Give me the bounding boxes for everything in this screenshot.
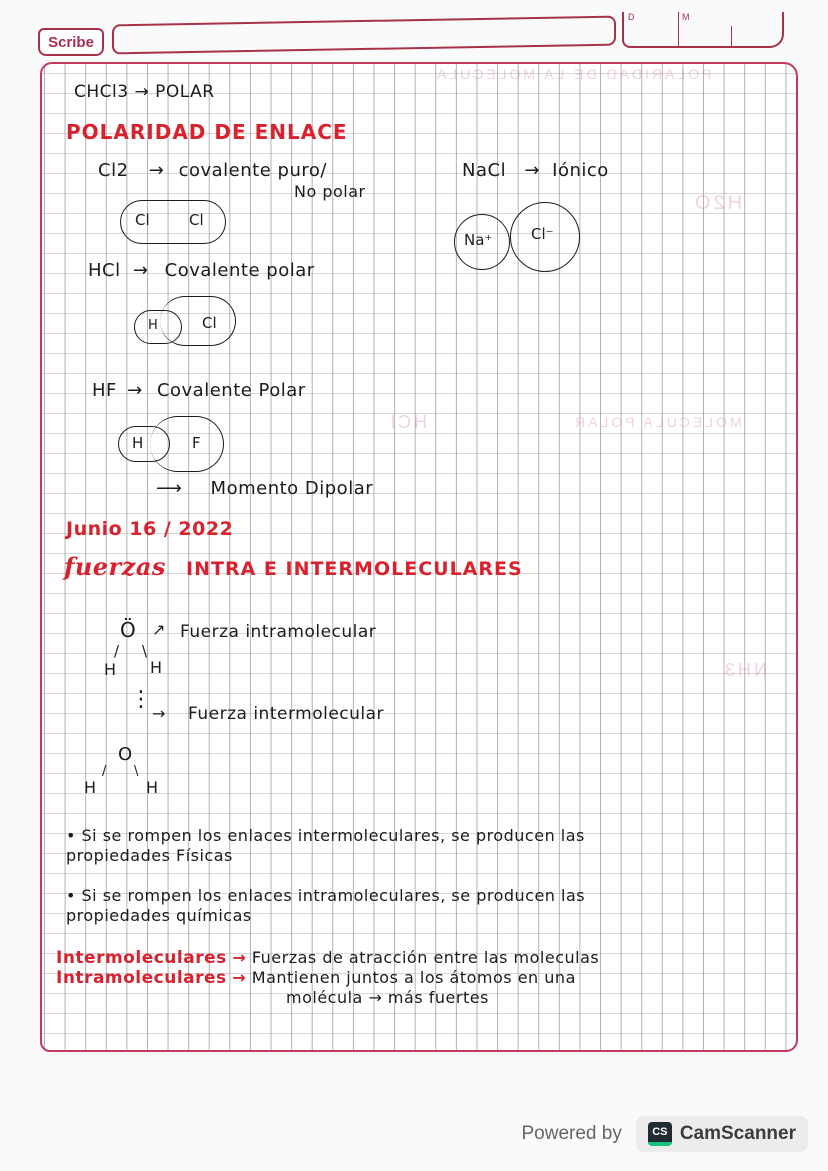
- scribe-logo: Scribe: [38, 28, 104, 56]
- camscanner-watermark: [521, 1116, 808, 1152]
- bond-line: \: [142, 642, 148, 660]
- cl2-line: [98, 160, 327, 181]
- notebook-title-field: [112, 16, 616, 55]
- water-hydrogen: H: [104, 660, 117, 679]
- arrow-icon: →: [132, 260, 149, 281]
- water-hydrogen: H: [146, 778, 159, 797]
- bleed-through-text: NH3: [722, 660, 768, 680]
- section-title-main: INTRA E INTERMOLECULARES: [186, 558, 523, 580]
- chcl3-line: CHCl3 → POLAR: [74, 82, 215, 102]
- section-date: Junio 16 / 2022: [66, 518, 234, 540]
- definition-text: Mantienen juntos a los átomos en una: [251, 968, 576, 987]
- bond-line: /: [102, 764, 107, 779]
- arrow-icon: →: [232, 968, 247, 987]
- atom-label: H: [148, 318, 158, 333]
- bullet-item: [66, 886, 585, 926]
- hf-molecule-f-lobe: [150, 416, 224, 472]
- hcl-formula: HCl: [88, 260, 121, 281]
- dipole-arrow-icon: ⟶: [156, 478, 183, 499]
- date-divider: [731, 26, 732, 46]
- definition-intra: [56, 968, 576, 988]
- hydrogen-bond-dots: ⋮: [130, 687, 153, 712]
- hf-formula: HF: [92, 380, 117, 401]
- bullet-text: • Si se rompen los enlaces intermoleculares, se producen las: [66, 826, 585, 845]
- na-ion-circle: [454, 214, 510, 270]
- atom-label: F: [192, 434, 201, 452]
- day-label: D: [628, 12, 635, 22]
- cl-ion-circle: [510, 202, 580, 272]
- intra-arrow-icon: ↗: [152, 620, 166, 639]
- camscanner-badge: [636, 1116, 808, 1152]
- water-hydrogen: H: [150, 658, 163, 677]
- cl2-desc: covalente puro/: [178, 160, 327, 181]
- date-divider: [678, 12, 679, 46]
- hcl-molecule-cl-lobe: [160, 296, 236, 346]
- atom-label: Cl: [189, 211, 204, 229]
- camscanner-logo-icon: CS: [648, 1122, 672, 1146]
- bullet-text: propiedades Físicas: [66, 846, 233, 865]
- definition-term: Intramoleculares: [56, 968, 227, 988]
- nacl-formula: NaCl: [462, 160, 507, 181]
- bullet-text: • Si se rompen los enlaces intramoleculares, se producen las: [66, 886, 586, 905]
- bleed-through-text: POLARIDAD DE LA MOLECULA: [434, 66, 712, 82]
- arrow-icon: →: [232, 948, 247, 967]
- section-title-script: fuerzas: [64, 552, 166, 581]
- hcl-desc: Covalente polar: [164, 260, 315, 281]
- bullet-item: [66, 826, 585, 866]
- bleed-through-text: MOLECULA POLAR: [572, 414, 742, 430]
- powered-by-label: Powered by: [521, 1123, 622, 1144]
- atom-label: H: [132, 434, 144, 452]
- hcl-line: [88, 260, 315, 281]
- water-oxygen: O: [118, 744, 133, 765]
- definition-intra-cont: molécula → más fuertes: [286, 988, 489, 1007]
- camscanner-name: CamScanner: [679, 1123, 796, 1144]
- section-title-fuerzas: [64, 552, 523, 581]
- arrow-icon: →: [524, 160, 540, 181]
- bullet-text: propiedades químicas: [66, 906, 252, 925]
- bond-line: \: [134, 764, 139, 779]
- section-title-polaridad: POLARIDAD DE ENLACE: [66, 120, 348, 144]
- atom-label: Na⁺: [464, 231, 493, 249]
- atom-label: Cl⁻: [531, 225, 554, 243]
- hf-desc: Covalente Polar: [156, 380, 306, 401]
- arrow-icon: →: [148, 160, 165, 181]
- notebook-page: [40, 62, 798, 1052]
- cl2-desc2: No polar: [294, 182, 366, 201]
- arrow-icon: →: [127, 380, 143, 401]
- definition-text: Fuerzas de atracción entre las moleculas: [251, 948, 600, 967]
- date-box: [622, 12, 784, 48]
- inter-label: Fuerza intermolecular: [188, 704, 385, 724]
- definition-term: Intermoleculares: [56, 948, 227, 968]
- intra-label: Fuerza intramolecular: [180, 622, 377, 642]
- cl2-molecule-diagram: [120, 200, 226, 244]
- bleed-through-text: HCl: [388, 412, 427, 432]
- inter-arrow-icon: →: [152, 704, 166, 723]
- water-hydrogen: H: [84, 778, 97, 797]
- hf-line: [92, 380, 306, 401]
- nacl-desc: Iónico: [552, 160, 609, 181]
- cl2-formula: Cl2: [98, 160, 129, 181]
- bond-line: /: [114, 642, 120, 660]
- definition-inter: [56, 948, 599, 968]
- month-label: M: [682, 12, 690, 22]
- atom-label: Cl: [135, 211, 150, 229]
- dipole-line: [156, 478, 373, 499]
- nacl-line: [462, 160, 609, 181]
- water-oxygen: Ö: [120, 618, 137, 642]
- dipole-label: Momento Dipolar: [210, 478, 374, 499]
- bleed-through-text: H2O: [692, 192, 743, 214]
- atom-label: Cl: [202, 314, 217, 332]
